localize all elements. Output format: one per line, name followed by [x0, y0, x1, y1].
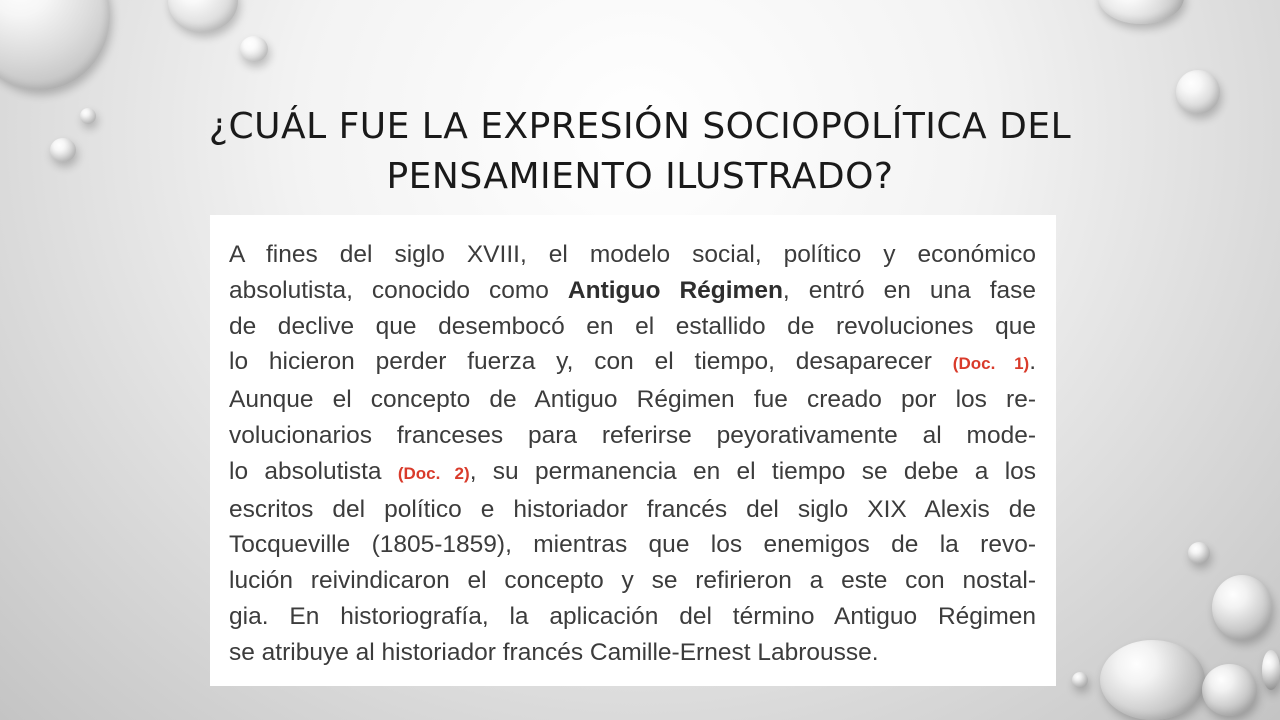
slide-title [120, 102, 1160, 202]
excerpt-text: , su permanencia en el tiempo se debe a los [469, 457, 1037, 485]
excerpt-line: Aunque el concepto de Antiguo Régimen fue creado por los re- [229, 386, 1036, 414]
water-drop [1098, 0, 1184, 24]
water-drop [1100, 640, 1205, 720]
water-drop [1072, 672, 1088, 688]
excerpt-line: escritos del político e historiador francés del siglo XIX Alexis de [229, 495, 1036, 523]
excerpt-line [229, 273, 1036, 309]
excerpt-line: lución reivindicaron el concepto y se refirieron a este con nostal- [229, 567, 1036, 595]
excerpt-line: volucionarios franceses para referirse peyorativamente al mode- [229, 421, 1036, 449]
key-term-antiguo-regimen: Antiguo Régimen [567, 276, 783, 304]
excerpt-line: de declive que desembocó en el estallido de revoluciones que [229, 312, 1036, 340]
water-drop [50, 138, 76, 162]
doc-2-reference: (Doc. 2) [397, 463, 470, 483]
slide-title-line-1: ¿CUÁL FUE LA EXPRESIÓN SOCIOPOLÍTICA DEL [208, 106, 1072, 147]
excerpt-text: absolutista, conocido como [229, 276, 568, 304]
water-drop [1262, 650, 1280, 690]
excerpt-text: lo absolutista [229, 457, 398, 485]
excerpt-line: A fines del siglo XVIII, el modelo social, político y económico [229, 241, 1036, 268]
excerpt-line [229, 344, 1036, 382]
water-drop [1176, 70, 1220, 114]
water-drop [80, 108, 96, 124]
excerpt-line: gia. En historiografía, la aplicación del término Antiguo Régimen [229, 602, 1036, 630]
water-drop [1188, 542, 1210, 564]
water-drop [168, 0, 238, 32]
excerpt-line: se atribuye al historiador francés Camille-Ernest Labrousse. [229, 638, 879, 666]
water-drop [0, 0, 110, 90]
water-drop [240, 36, 268, 62]
doc-1-reference: (Doc. 1) [952, 354, 1030, 374]
excerpt-line [229, 454, 1036, 492]
excerpt-text: lo hicieron perder fuerza y, con el tiempo, desaparecer [229, 348, 953, 376]
water-drop [1202, 664, 1257, 716]
slide-title-line-2: PENSAMIENTO ILUSTRADO? [386, 156, 894, 197]
text-excerpt-panel [210, 215, 1056, 686]
excerpt-text: . [1029, 348, 1036, 376]
water-drop [1212, 575, 1272, 640]
excerpt-text: , entró en una fase [782, 276, 1037, 304]
excerpt-line: Tocqueville (1805-1859), mientras que los enemigos de la revo- [229, 531, 1036, 559]
